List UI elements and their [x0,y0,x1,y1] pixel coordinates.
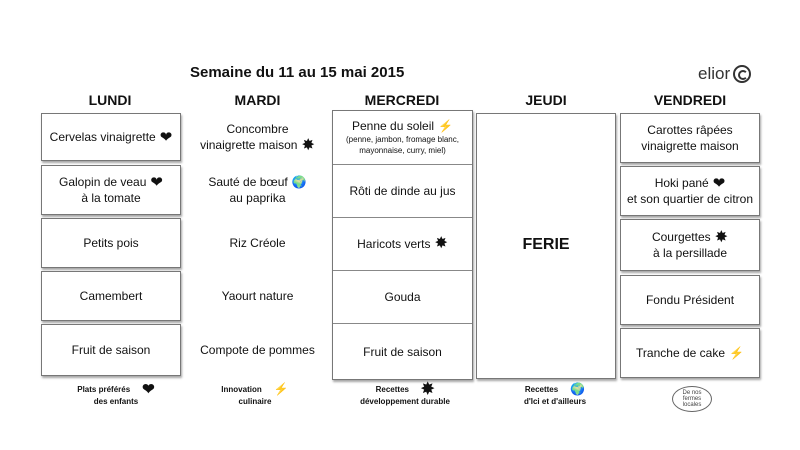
brand-name: elior [698,64,731,83]
globe-icon: 🌍 [291,174,307,189]
star-burst-icon: ✸ [434,235,448,252]
vendredi-dish-5-text: Tranche de cake [636,346,725,360]
heart-icon: ❤ [712,174,726,192]
mardi-dish-3-text: Riz Créole [229,236,286,250]
legend-kids [66,383,166,408]
vendredi-dish-2-text-2: et son quartier de citron [626,192,754,206]
local-farms-logo-text: De nos fermes locales [682,390,702,408]
lundi-dish-3-text: Petits pois [83,236,139,250]
vendredi-dish-4-text: Fondu Président [645,293,735,307]
day-header-mercredi: MERCREDI [364,92,440,108]
magic-wand-icon: ⚡ [438,118,453,133]
magic-wand-icon: ⚡ [729,345,744,360]
mercredi-dish-5-text: Fruit de saison [363,344,442,359]
mardi-dish-2-text-2: au paprika [229,191,286,205]
legend-innovation [210,383,300,408]
mercredi-dish-1-text: Penne du soleil [351,119,435,133]
mardi-dish-4-text: Yaourt nature [221,289,294,303]
legend-ailleurs [500,383,610,408]
mercredi-dish-1-detail-2: mayonnaise, curry, miel) [359,146,446,155]
legend-innovation-label: Innovation [221,384,262,394]
legend-durable [340,383,470,408]
page-title: Semaine du 11 au 15 mai 2015 [190,64,405,81]
elior-logo-icon [733,65,751,83]
vendredi-dish-1-text-2: vinaigrette maison [641,139,739,153]
globe-icon: 🌍 [570,382,586,396]
brand-logo [698,64,751,84]
legend-kids-label: Plats préférés [77,384,131,394]
legend-ailleurs-label: Recettes [524,384,559,394]
day-header-vendredi: VENDREDI [653,92,727,108]
lundi-dish-2-text-2: à la tomate [81,191,141,205]
day-header-lundi: LUNDI [88,92,132,108]
day-header-mardi: MARDI [234,92,281,108]
mercredi-dish-3-text: Haricots verts [357,236,431,251]
day-header-jeudi: JEUDI [525,92,567,108]
mardi-dish-5-text: Compote de pommes [200,343,315,357]
mercredi-dish-4-text: Gouda [384,289,421,304]
mercredi-dish-2-text: Rôti de dinde au jus [349,183,456,198]
lundi-dish-4-text: Camembert [79,289,143,303]
lundi-dish-2-text: Galopin de veau [59,175,147,189]
heart-icon: ❤ [159,128,173,146]
vendredi-dish-3-text: Courgettes [651,230,711,244]
star-burst-icon: ✸ [301,136,315,154]
legend-durable-label: Recettes [375,384,409,394]
mardi-dish-2-text: Sauté de bœuf [208,175,288,189]
legend-ailleurs-label-2: d'Ici et d'ailleurs [523,397,587,406]
star-burst-icon: ✸ [714,228,729,246]
legend-kids-label-2: des enfants [93,397,139,406]
lundi-dish-1-text: Cervelas vinaigrette [49,130,156,144]
legend-durable-label-2: développement durable [360,397,450,406]
lundi-dish-5-text: Fruit de saison [71,343,151,357]
vendredi-dish-3-text-2: à la persillade [652,246,728,260]
heart-icon: ❤ [150,173,163,191]
mardi-dish-1-text-2: vinaigrette maison [200,138,298,152]
vendredi-dish-2-text: Hoki pané [654,176,709,190]
ferie-label: FERIE [522,236,570,253]
vendredi-dish-1-text: Carottes râpées [647,123,733,137]
magic-wand-icon: ⚡ [273,382,289,396]
legend-innovation-label-2: culinaire [238,397,272,406]
heart-icon: ❤ [142,381,155,398]
mercredi-dish-1-detail: (penne, jambon, fromage blanc, [346,135,459,144]
mardi-dish-1-text: Concombre [226,122,289,136]
star-burst-icon: ✸ [420,381,435,398]
local-farms-logo-icon [672,386,712,412]
